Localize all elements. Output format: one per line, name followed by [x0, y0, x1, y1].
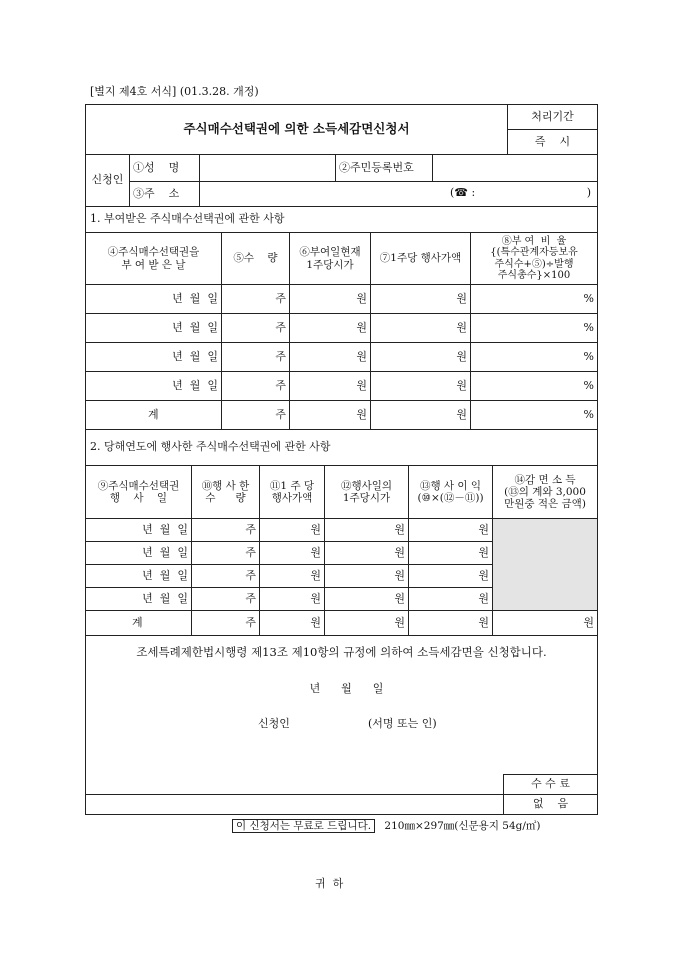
grant-ratio-cell[interactable]: %	[471, 343, 598, 372]
quantity-cell[interactable]: 주	[222, 372, 290, 401]
signature-field[interactable]	[301, 718, 366, 732]
footer	[232, 818, 541, 833]
exercise-date-cell[interactable]: 년 월 일	[86, 565, 192, 588]
per-share-exercise-price-header: ⑪1 주 당 행사가액	[260, 466, 325, 519]
exercise-profit-cell[interactable]: 원	[409, 588, 493, 611]
market-price-cell[interactable]: 원	[290, 343, 371, 372]
grant-date-cell[interactable]: 년 월 일	[86, 343, 222, 372]
market-price-header: ⑥부여일현재 1주당시가	[290, 233, 371, 285]
exercise-day-market-price-cell[interactable]: 원	[325, 519, 409, 542]
form-reference: [별지 제4호 서식] (01.3.28. 개정)	[90, 85, 259, 98]
total-exercised-quantity-cell[interactable]: 주	[192, 611, 260, 636]
phone-open: (☎ :	[450, 186, 476, 199]
signer-label: 신청인	[258, 716, 290, 730]
market-price-cell[interactable]: 원	[290, 314, 371, 343]
form-title: 주식매수선택권에 의한 소득세감면신청서	[86, 105, 508, 155]
declaration-spacer	[86, 775, 504, 795]
grant-ratio-cell[interactable]: %	[471, 372, 598, 401]
exercise-date-header: ⑨주식매수선택권 행 사 일	[86, 466, 192, 519]
exercise-price-cell[interactable]: 원	[371, 314, 471, 343]
exercise-price-header: ⑦1주당 행사가액	[371, 233, 471, 285]
reduced-income-header: ⑭감 면 소 득 (⑬의 계와 3,000 만원중 적은 금액)	[493, 466, 598, 519]
grant-date-cell[interactable]: 년 월 일	[86, 285, 222, 314]
exercise-date-cell[interactable]: 년 월 일	[86, 588, 192, 611]
section2-table	[85, 429, 598, 636]
total-row	[86, 611, 598, 636]
exercise-price-cell[interactable]: 원	[371, 285, 471, 314]
rrn-label: ②주민등록번호	[336, 155, 433, 182]
total-label: 계	[86, 611, 192, 636]
total-market-price-cell[interactable]: 원	[290, 401, 371, 430]
processing-period-label: 처리기간	[508, 105, 598, 130]
declaration-text: 조세특례제한법시행령 제13조 제10항의 규정에 의하여 소득세감면을 신청합니다.	[136, 645, 547, 659]
free-notice: 이 신청서는 무료로 드립니다.	[232, 819, 375, 833]
table-row	[86, 372, 598, 401]
grant-ratio-cell[interactable]: %	[471, 314, 598, 343]
address-label: ③주 소	[130, 182, 200, 207]
quantity-cell[interactable]: 주	[222, 285, 290, 314]
exercise-price-cell[interactable]: 원	[371, 372, 471, 401]
per-share-exercise-price-cell[interactable]: 원	[260, 542, 325, 565]
exercised-quantity-header: ⑩행 사 한 수 량	[192, 466, 260, 519]
phone-close: )	[586, 186, 591, 199]
sign-note: (서명 또는 인)	[368, 716, 437, 730]
title-table	[85, 104, 598, 155]
reduced-income-shaded-cell	[493, 519, 598, 611]
total-row	[86, 401, 598, 430]
grant-ratio-cell[interactable]: %	[471, 285, 598, 314]
processing-period-value: 즉 시	[508, 130, 598, 155]
total-per-share-exercise-price-cell[interactable]: 원	[260, 611, 325, 636]
exercise-date-cell[interactable]: 년 월 일	[86, 519, 192, 542]
per-share-exercise-price-cell[interactable]: 원	[260, 565, 325, 588]
market-price-cell[interactable]: 원	[290, 285, 371, 314]
exercised-quantity-cell[interactable]: 주	[192, 542, 260, 565]
exercise-profit-cell[interactable]: 원	[409, 542, 493, 565]
exercise-day-market-price-cell[interactable]: 원	[325, 565, 409, 588]
section2-title: 2. 당해연도에 행사한 주식매수선택권에 관한 사항	[86, 430, 598, 466]
total-quantity-cell[interactable]: 주	[222, 401, 290, 430]
grant-date-cell[interactable]: 년 월 일	[86, 372, 222, 401]
market-price-cell[interactable]: 원	[290, 372, 371, 401]
exercise-profit-header: ⑬행 사 이 익 (⑩×(⑫－⑪))	[409, 466, 493, 519]
table-row	[86, 285, 598, 314]
total-market-price-cell[interactable]: 원	[325, 611, 409, 636]
fee-value: 없 음	[504, 795, 598, 815]
applicant-label: 신청인	[86, 155, 130, 207]
signature-line	[86, 718, 597, 732]
total-grant-ratio-cell[interactable]: %	[471, 401, 598, 430]
rrn-field[interactable]	[433, 155, 598, 182]
name-field[interactable]	[200, 155, 336, 182]
exercise-profit-cell[interactable]: 원	[409, 519, 493, 542]
declaration-spacer-bottom	[86, 795, 504, 815]
exercise-date-cell[interactable]: 년 월 일	[86, 542, 192, 565]
total-exercise-profit-cell[interactable]: 원	[409, 611, 493, 636]
applicant-table	[85, 154, 598, 207]
fee-label: 수 수 료	[504, 775, 598, 795]
total-exercise-price-cell[interactable]: 원	[371, 401, 471, 430]
total-reduced-income-cell[interactable]: 원	[493, 611, 598, 636]
exercise-price-cell[interactable]: 원	[371, 343, 471, 372]
exercised-quantity-cell[interactable]: 주	[192, 588, 260, 611]
exercise-day-market-price-cell[interactable]: 원	[325, 542, 409, 565]
section1-table	[85, 206, 598, 430]
quantity-cell[interactable]: 주	[222, 343, 290, 372]
table-row	[86, 519, 598, 542]
quantity-cell[interactable]: 주	[222, 314, 290, 343]
exercised-quantity-cell[interactable]: 주	[192, 565, 260, 588]
total-label: 계	[86, 401, 222, 430]
exercised-quantity-cell[interactable]: 주	[192, 519, 260, 542]
exercise-profit-cell[interactable]: 원	[409, 565, 493, 588]
per-share-exercise-price-cell[interactable]: 원	[260, 588, 325, 611]
table-row	[86, 314, 598, 343]
quantity-header: ⑤수 량	[222, 233, 290, 285]
grant-date-cell[interactable]: 년 월 일	[86, 314, 222, 343]
paper-spec: 210㎜×297㎜(신문용지 54g/㎡)	[384, 820, 541, 832]
section1-title: 1. 부여받은 주식매수선택권에 관한 사항	[86, 207, 598, 233]
address-field[interactable]	[200, 182, 598, 207]
table-row	[86, 343, 598, 372]
name-label: ①성 명	[130, 155, 200, 182]
per-share-exercise-price-cell[interactable]: 원	[260, 519, 325, 542]
declaration-area: 조세특례제한법시행령 제13조 제10항의 규정에 의하여 소득세감면을 신청합니다. 년 월 일 신청인 (서명 또는 인) 귀 하	[86, 636, 598, 775]
declaration-date: 년 월 일	[309, 682, 384, 696]
grant-date-header: ④주식매수선택권을 부 여 받 은 날	[86, 233, 222, 285]
exercise-day-market-price-cell[interactable]: 원	[325, 588, 409, 611]
exercise-day-market-price-header: ⑫행사일의 1주당시가	[325, 466, 409, 519]
grant-ratio-header: ⑧부 여 비 율 {(특수관계자등보유 주식수+⑤)÷발행 주식총수}×100	[471, 233, 598, 285]
